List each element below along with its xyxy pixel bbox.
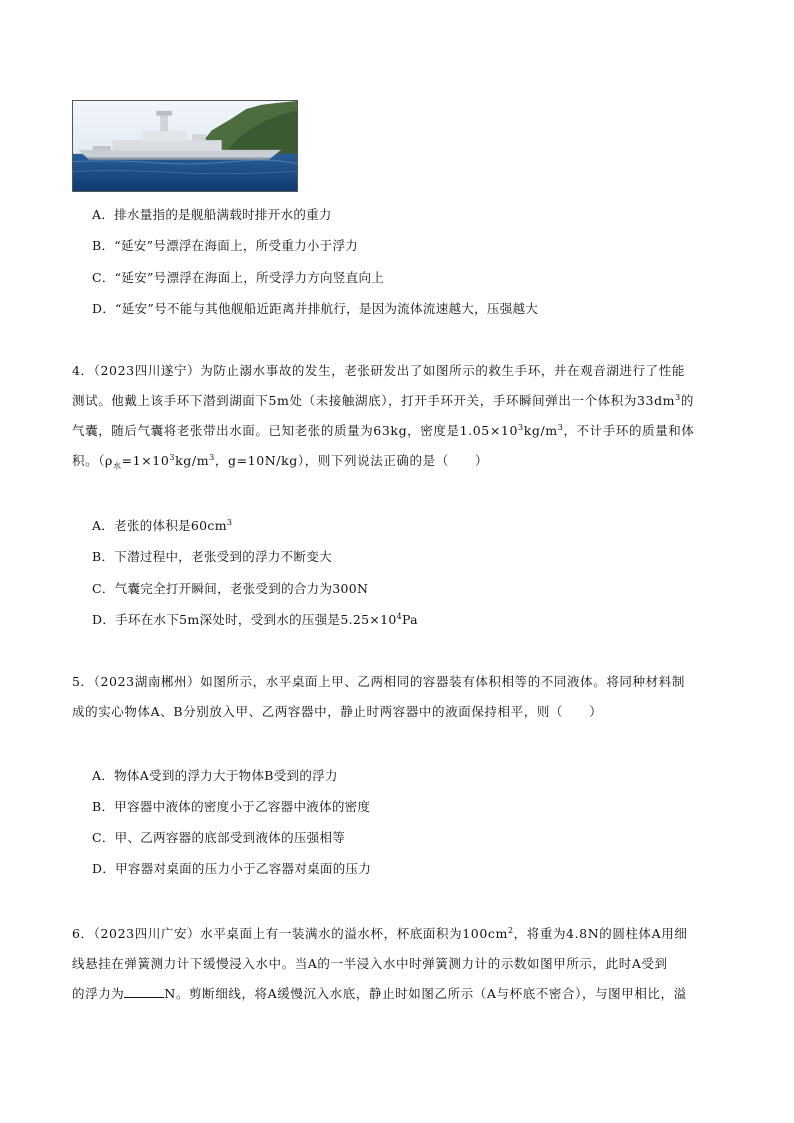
q6-line-2: 线悬挂在弹簧测力计下缓慢浸入水中。当A的一半浸入水中时弹簧测力计的示数如图甲所示，此时A受到	[72, 956, 668, 971]
warship-photo	[72, 100, 298, 192]
q4-line-2: 测试。他戴上该手环下潜到湖面下5m处（未接触湖底），打开手环开关，手环瞬间弹出一个体积为$33dm^3$的	[72, 392, 694, 408]
q3-option-a: A．排水量指的是舰船满载时排开水的重力	[92, 207, 332, 222]
q5-option-d: D．甲容器对桌面的压力小于乙容器对桌面的压力	[92, 861, 372, 876]
question-6-stem	[72, 919, 726, 1009]
warship-image	[73, 101, 297, 191]
q5-option-a: A．物体A受到的浮力大于物体B受到的浮力	[92, 768, 338, 783]
q4-line-3: 气囊，随后气囊将老张带出水面。已知老张的质量为63kg，密度是$1.05\times 10^3kg/m^3$，不计手环的质量和体	[72, 422, 695, 438]
q5-option-b: B．甲容器中液体的密度小于乙容器中液体的密度	[92, 799, 371, 814]
q4-line-1: 4．（2023四川遂宁）为防止溺水事故的发生，老张研发出了如图所示的救生手环，并在观音湖进行了性能	[72, 363, 685, 378]
q4-option-a: A．老张的体积是$60cm^3$	[92, 517, 233, 533]
answer-blank[interactable]	[124, 985, 164, 998]
q3-option-d: D．“延安”号不能与其他舰船近距离并排航行，是因为流体流速越大，压强越大	[92, 301, 539, 316]
q5-line-2: 成的实心物体A、B分别放入甲、乙两容器中，静止时两容器中的液面保持相平，则（ ）	[72, 704, 603, 719]
q4-option-c: C．气囊完全打开瞬间，老张受到的合力为300N	[92, 581, 369, 596]
q4-option-b: B．下潜过程中，老张受到的浮力不断变大	[92, 549, 332, 564]
q3-option-c: C．“延安”号漂浮在海面上，所受浮力方向竖直向上	[92, 270, 385, 285]
question-4-stem	[72, 356, 726, 476]
q4-option-d: D．手环在水下5m深处时，受到水的压强是$5.25\times 10^4Pa$	[92, 611, 418, 627]
q6-line-3: 的浮力为 N。剪断细线，将A缓慢沉入水底，静止时如图乙所示（A与杯底不密合），与图甲相比，溢	[72, 986, 687, 1001]
q5-option-c: C．甲、乙两容器的底部受到液体的压强相等	[92, 830, 346, 845]
q6-line-1: 6．（2023四川广安）水平桌面上有一装满水的溢水杯，杯底面积为$100cm^2$，将重为4.8N的圆柱体A用细	[72, 925, 688, 941]
q3-option-b: B．“延安”号漂浮在海面上，所受重力小于浮力	[92, 238, 359, 253]
q5-line-1: 5．（2023湖南郴州）如图所示，水平桌面上甲、乙两相同的容器装有体积相等的不同液体。将同种材料制	[72, 674, 685, 689]
question-5-stem	[72, 667, 726, 727]
q4-line-4: 积。（$\rho_水=1\times 10^3kg/m^3$，g=10N/kg），则下列说法正确的是（ ）	[72, 452, 489, 471]
